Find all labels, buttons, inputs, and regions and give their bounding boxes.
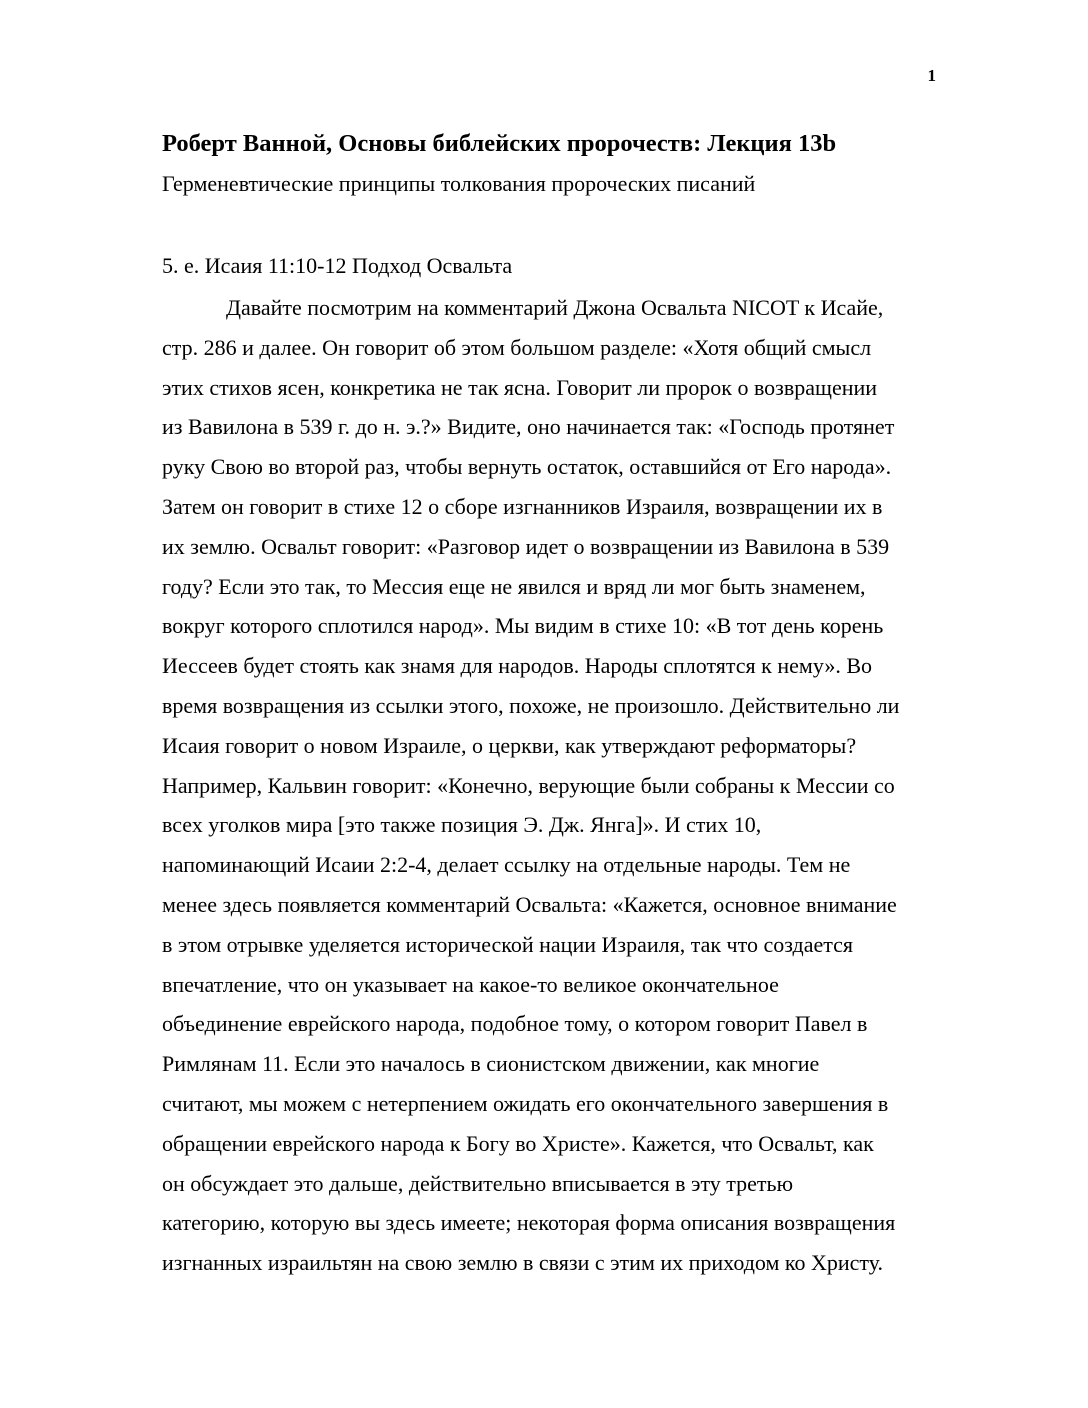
- paragraph-line: объединение еврейского народа, подобное тому, о котором говорит Павел в: [162, 1011, 868, 1037]
- section-heading: 5. е. Исаия 11:10-12 Подход Освальта: [162, 253, 513, 278]
- paragraph-line: стр. 286 и далее. Он говорит об этом большом разделе: «Хотя общий смысл: [162, 334, 872, 360]
- paragraph-line: Затем он говорит в стихе 12 о сборе изгнанников Израиля, возвращении их в: [162, 493, 883, 519]
- paragraph-line: Исаия говорит о новом Израиле, о церкви, как утверждают реформаторы?: [162, 732, 857, 758]
- paragraph-line: в этом отрывке уделяется исторической нации Израиля, так что создается: [162, 931, 853, 957]
- paragraph-line: обращении еврейского народа к Богу во Христе». Кажется, что Освальт, как: [162, 1130, 874, 1156]
- document-title: Роберт Ванной, Основы библейских пророчеств: Лекция 13b: [162, 130, 837, 157]
- page-number: 1: [927, 66, 936, 85]
- document-subtitle: Герменевтические принципы толкования пророческих писаний: [162, 171, 756, 196]
- paragraph-line: впечатление, что он указывает на какое-то великое окончательное: [162, 971, 779, 997]
- body-paragraph: [162, 288, 942, 1283]
- paragraph-line: вокруг которого сплотился народ». Мы видим в стихе 10: «В тот день корень: [162, 613, 884, 639]
- paragraph-line: году? Если это так, то Мессия еще не явился и вряд ли мог быть знаменем,: [162, 573, 866, 599]
- paragraph-line: Иессеев будет стоять как знамя для народов. Народы сплотятся к нему». Во: [162, 653, 873, 679]
- paragraph-line: изгнанных израильтян на свою землю в связи с этим их приходом ко Христу.: [162, 1250, 884, 1276]
- paragraph-line: всех уголков мира [это также позиция Э. Дж. Янга]». И стих 10,: [162, 812, 762, 838]
- paragraph-line: их землю. Освальт говорит: «Разговор идет о возвращении из Вавилона в 539: [162, 533, 890, 559]
- paragraph-line: категорию, которую вы здесь имеете; некоторая форма описания возвращения: [162, 1210, 896, 1236]
- paragraph-line: время возвращения из ссылки этого, похоже, не произошло. Действительно ли: [162, 692, 900, 718]
- paragraph-line: Давайте посмотрим на комментарий Джона Освальта NICOT к Исайе,: [226, 295, 884, 320]
- paragraph-line: напоминающий Исаии 2:2-4, делает ссылку на отдельные народы. Тем не: [162, 852, 851, 878]
- paragraph-line: считают, мы можем с нетерпением ожидать его окончательного завершения в: [162, 1090, 889, 1116]
- paragraph-line: из Вавилона в 539 г. до н. э.?» Видите, оно начинается так: «Господь протянет: [162, 414, 895, 440]
- paragraph-line: Римлянам 11. Если это началось в сионистском движении, как многие: [162, 1051, 820, 1077]
- paragraph-line: Например, Кальвин говорит: «Конечно, верующие были собраны к Мессии со: [162, 772, 895, 798]
- paragraph-line: он обсуждает это дальше, действительно вписывается в эту третью: [162, 1170, 794, 1196]
- paragraph-line: руку Свою во второй раз, чтобы вернуть остаток, оставшийся от Его народа».: [162, 454, 892, 480]
- paragraph-line: менее здесь появляется комментарий Освальта: «Кажется, основное внимание: [162, 891, 897, 917]
- paragraph-line: этих стихов ясен, конкретика не так ясна. Говорит ли пророк о возвращении: [162, 374, 878, 400]
